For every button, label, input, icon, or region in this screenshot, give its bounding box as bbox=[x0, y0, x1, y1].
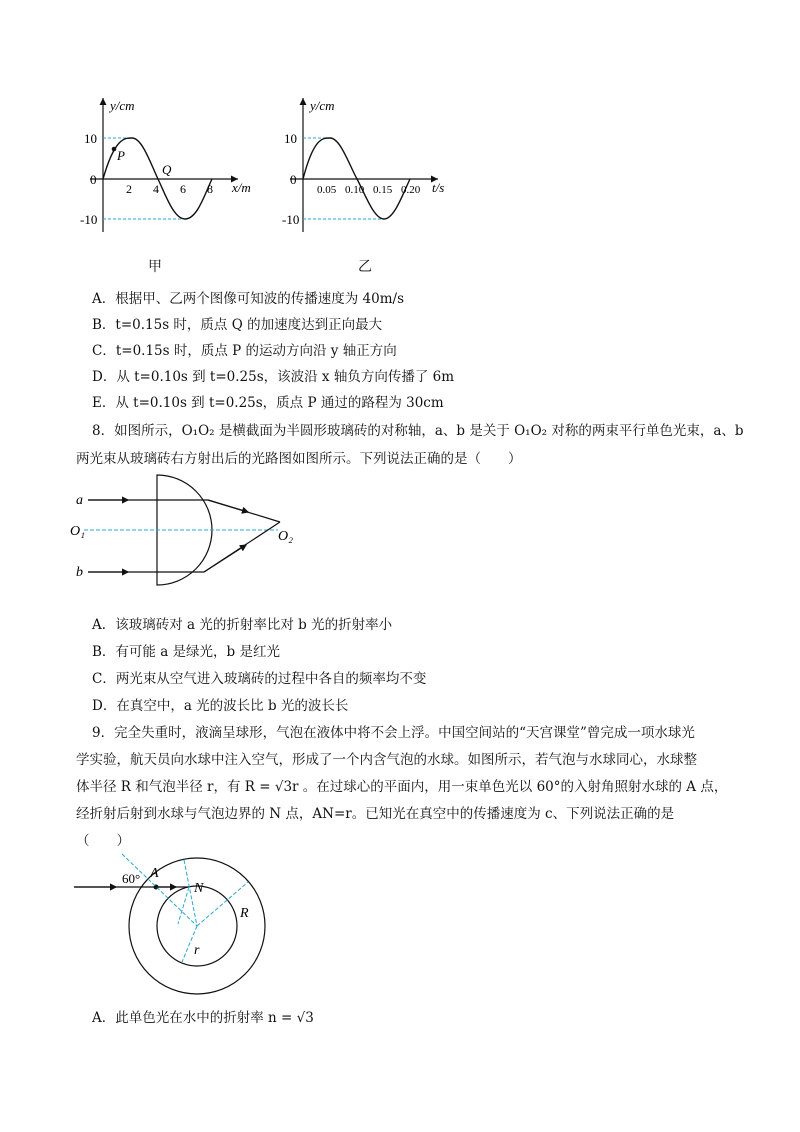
y-tick-neg10: -10 bbox=[282, 212, 300, 227]
q9-stem-line3: 体半径 R 和气泡半径 r，有 R = √3r 。在过球心的平面内，用一束单色光以 60°的入射角照射水球的 A 点， bbox=[76, 779, 728, 795]
x-tick-2: 2 bbox=[126, 182, 132, 196]
q7-option-e: E．从 t=0.10s 到 t=0.25s，质点 P 通过的路程为 30cm bbox=[92, 395, 444, 411]
t-tick-015: 0.15 bbox=[373, 184, 393, 196]
t-tick-005: 0.05 bbox=[317, 184, 337, 196]
q7-option-c: C．t=0.15s 时，质点 P 的运动方向沿 y 轴正方向 bbox=[92, 343, 397, 359]
y-tick-10: 10 bbox=[84, 131, 97, 146]
label-a: A bbox=[150, 866, 159, 881]
x-tick-8: 8 bbox=[207, 182, 213, 196]
x-axis-label: x/m bbox=[232, 180, 251, 195]
wave-graph-yi bbox=[282, 92, 462, 252]
label-a: a bbox=[76, 493, 83, 508]
point-q-label: Q bbox=[162, 162, 172, 177]
q9-stem-line1: 9．完全失重时，液滴呈球形，气泡在液体中将不会上浮。中国空间站的“天宫课堂”曾完成一项水球光 bbox=[92, 725, 695, 741]
q8-figure-semicircle-glass bbox=[70, 468, 310, 598]
label-b: b bbox=[76, 565, 83, 580]
x-axis-label: t/s bbox=[432, 180, 445, 195]
q9-figure-water-ball bbox=[70, 850, 280, 1000]
ray-a-exit-arrow bbox=[208, 500, 248, 512]
q8-option-d: D．在真空中，a 光的波长比 b 光的波长长 bbox=[92, 698, 349, 714]
q9-stem-line2: 学实验，航天员向水球中注入空气，形成了一个内含气泡的水球。如图所示，若气泡与水球同心，水球整 bbox=[76, 752, 697, 768]
caption-jia: 甲 bbox=[148, 259, 162, 275]
x-tick-4: 4 bbox=[153, 182, 159, 196]
x-tick-6: 6 bbox=[180, 182, 186, 196]
q7-option-d: D．从 t=0.10s 到 t=0.25s，该波沿 x 轴负方向传播了 6m bbox=[92, 369, 455, 385]
q8-stem-line2: 两光束从玻璃砖右方射出后的光路图如图所示。下列说法正确的是（ ） bbox=[76, 451, 522, 467]
y-axis-label: y/cm bbox=[310, 98, 335, 113]
q9-option-a: A．此单色光在水中的折射率 n = √3 bbox=[92, 1010, 314, 1026]
y-tick-0: 0 bbox=[90, 172, 97, 187]
y-tick-0: 0 bbox=[290, 172, 297, 187]
angle-label: 60° bbox=[122, 871, 141, 886]
ray-b-exit-arrow bbox=[204, 545, 246, 572]
point-p-dot bbox=[112, 147, 117, 152]
q7-option-b: B．t=0.15s 时，质点 Q 的加速度达到正向最大 bbox=[92, 317, 383, 333]
point-p-label: P bbox=[117, 148, 125, 163]
q9-stem-line5: （ ） bbox=[76, 833, 130, 849]
t-tick-020: 0.20 bbox=[401, 184, 421, 196]
q9-stem-line4: 经折射后射到水球与气泡边界的 N 点，AN=r。已知光在真空中的传播速度为 c、下列说法正确的是 bbox=[76, 806, 675, 822]
reflected-ray bbox=[178, 887, 189, 924]
y-axis-label: y/cm bbox=[110, 98, 135, 113]
q8-option-b: B．有可能 a 是绿光，b 是红光 bbox=[92, 644, 280, 660]
normal-at-a bbox=[122, 854, 197, 926]
wave-graph-jia bbox=[80, 92, 270, 252]
q8-stem-line1: 8．如图所示，O₁O₂ 是横截面为半圆形玻璃砖的对称轴，a、b 是关于 O₁O₂ 对称的两束平行单色光束，a、b bbox=[92, 423, 744, 439]
label-o1: O₁ bbox=[70, 524, 85, 539]
caption-yi: 乙 bbox=[358, 259, 372, 275]
q8-option-a: A．该玻璃砖对 a 光的折射率比对 b 光的折射率小 bbox=[92, 617, 393, 633]
t-tick-010: 0.10 bbox=[345, 184, 365, 196]
y-tick-10: 10 bbox=[284, 131, 297, 146]
label-n: N bbox=[194, 881, 204, 896]
q8-option-c: C．两光束从空气进入玻璃砖的过程中各自的频率均不变 bbox=[92, 671, 427, 687]
y-tick-neg10: -10 bbox=[80, 212, 98, 227]
label-o2: O₂ bbox=[278, 529, 293, 544]
label-small-r: r bbox=[194, 943, 200, 958]
q7-option-a: A．根据甲、乙两个图像可知波的传播速度为 40m/s bbox=[92, 291, 404, 307]
label-big-r: R bbox=[240, 906, 249, 921]
